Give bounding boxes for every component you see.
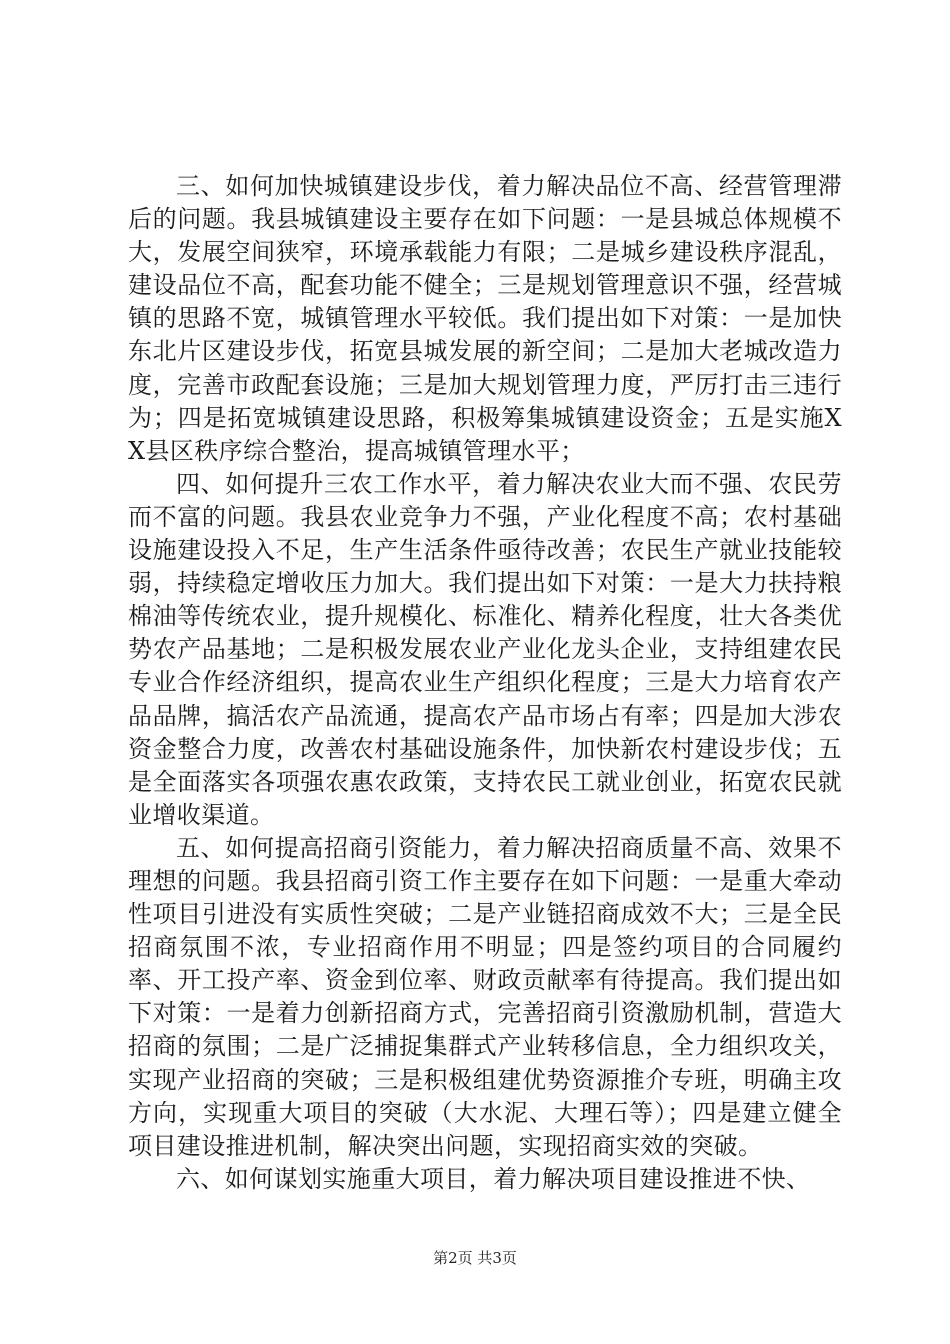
paragraph-section-6: 六、如何谋划实施重大项目，着力解决项目建设推进不快、: [176, 1164, 811, 1193]
page-number-footer: 第2页 共3页: [433, 1249, 517, 1267]
paragraph-section-3: 三、如何加快城镇建设步伐，着力解决品位不高、经营管理滞后的问题。我县城镇建设主要存在如下问题：一是县城总体规模不大，发展空间狭窄，环境承载能力有限；二是城乡建设秩序混乱，建设品位不高，配套功能不健全；三是规划管理意识不强，经营城镇的思路不宽，城镇管理水平较低。我们提出如下对策：一是加快东北片区建设步伐，拓宽县城发展的新空间；二是加大老城改造力度，完善市政配套设施；三是加大规划管理力度，严厉打击三违行为；四是拓宽城镇建设思路，积极筹集城镇建设资金；五是实施XX县区秩序综合整治，提高城镇管理水平；: [128, 172, 842, 465]
document-body: [128, 170, 842, 1196]
paragraph-section-4: 四、如何提升三农工作水平，着力解决农业大而不强、农民劳而不富的问题。我县农业竞争力不强，产业化程度不高；农村基础设施建设投入不足，生产生活条件亟待改善；农民生产就业技能较弱，持续稳定增收压力加大。我们提出如下对策：一是大力扶持粮棉油等传统农业，提升规模化、标准化、精养化程度，壮大各类优势农产品基地；二是积极发展农业产业化龙头企业，支持组建农民专业合作经济组织，提高农业生产组织化程度；三是大力培育农产品品牌，搞活农产品流通，提高农产品市场占有率；四是加大涉农资金整合力度，改善农村基础设施条件，加快新农村建设步伐；五是全面落实各项强农惠农政策，支持农民工就业创业，拓宽农民就业增收渠道。: [128, 469, 842, 829]
paragraph-section-5: 五、如何提高招商引资能力，着力解决招商质量不高、效果不理想的问题。我县招商引资工作主要存在如下问题：一是重大牵动性项目引进没有实质性突破；二是产业链招商成效不大；三是全民招商氛围不浓，专业招商作用不明显；四是签约项目的合同履约率、开工投产率、资金到位率、财政贡献率有待提高。我们提出如下对策：一是着力创新招商方式，完善招商引资激励机制，营造大招商的氛围；二是广泛捕捉集群式产业转移信息，全力组织攻关，实现产业招商的突破；三是积极组建优势资源推介专班，明确主攻方向，实现重大项目的突破（大水泥、大理石等）；四是建立健全项目建设推进机制，解决突出问题，实现招商实效的突破。: [128, 833, 842, 1160]
